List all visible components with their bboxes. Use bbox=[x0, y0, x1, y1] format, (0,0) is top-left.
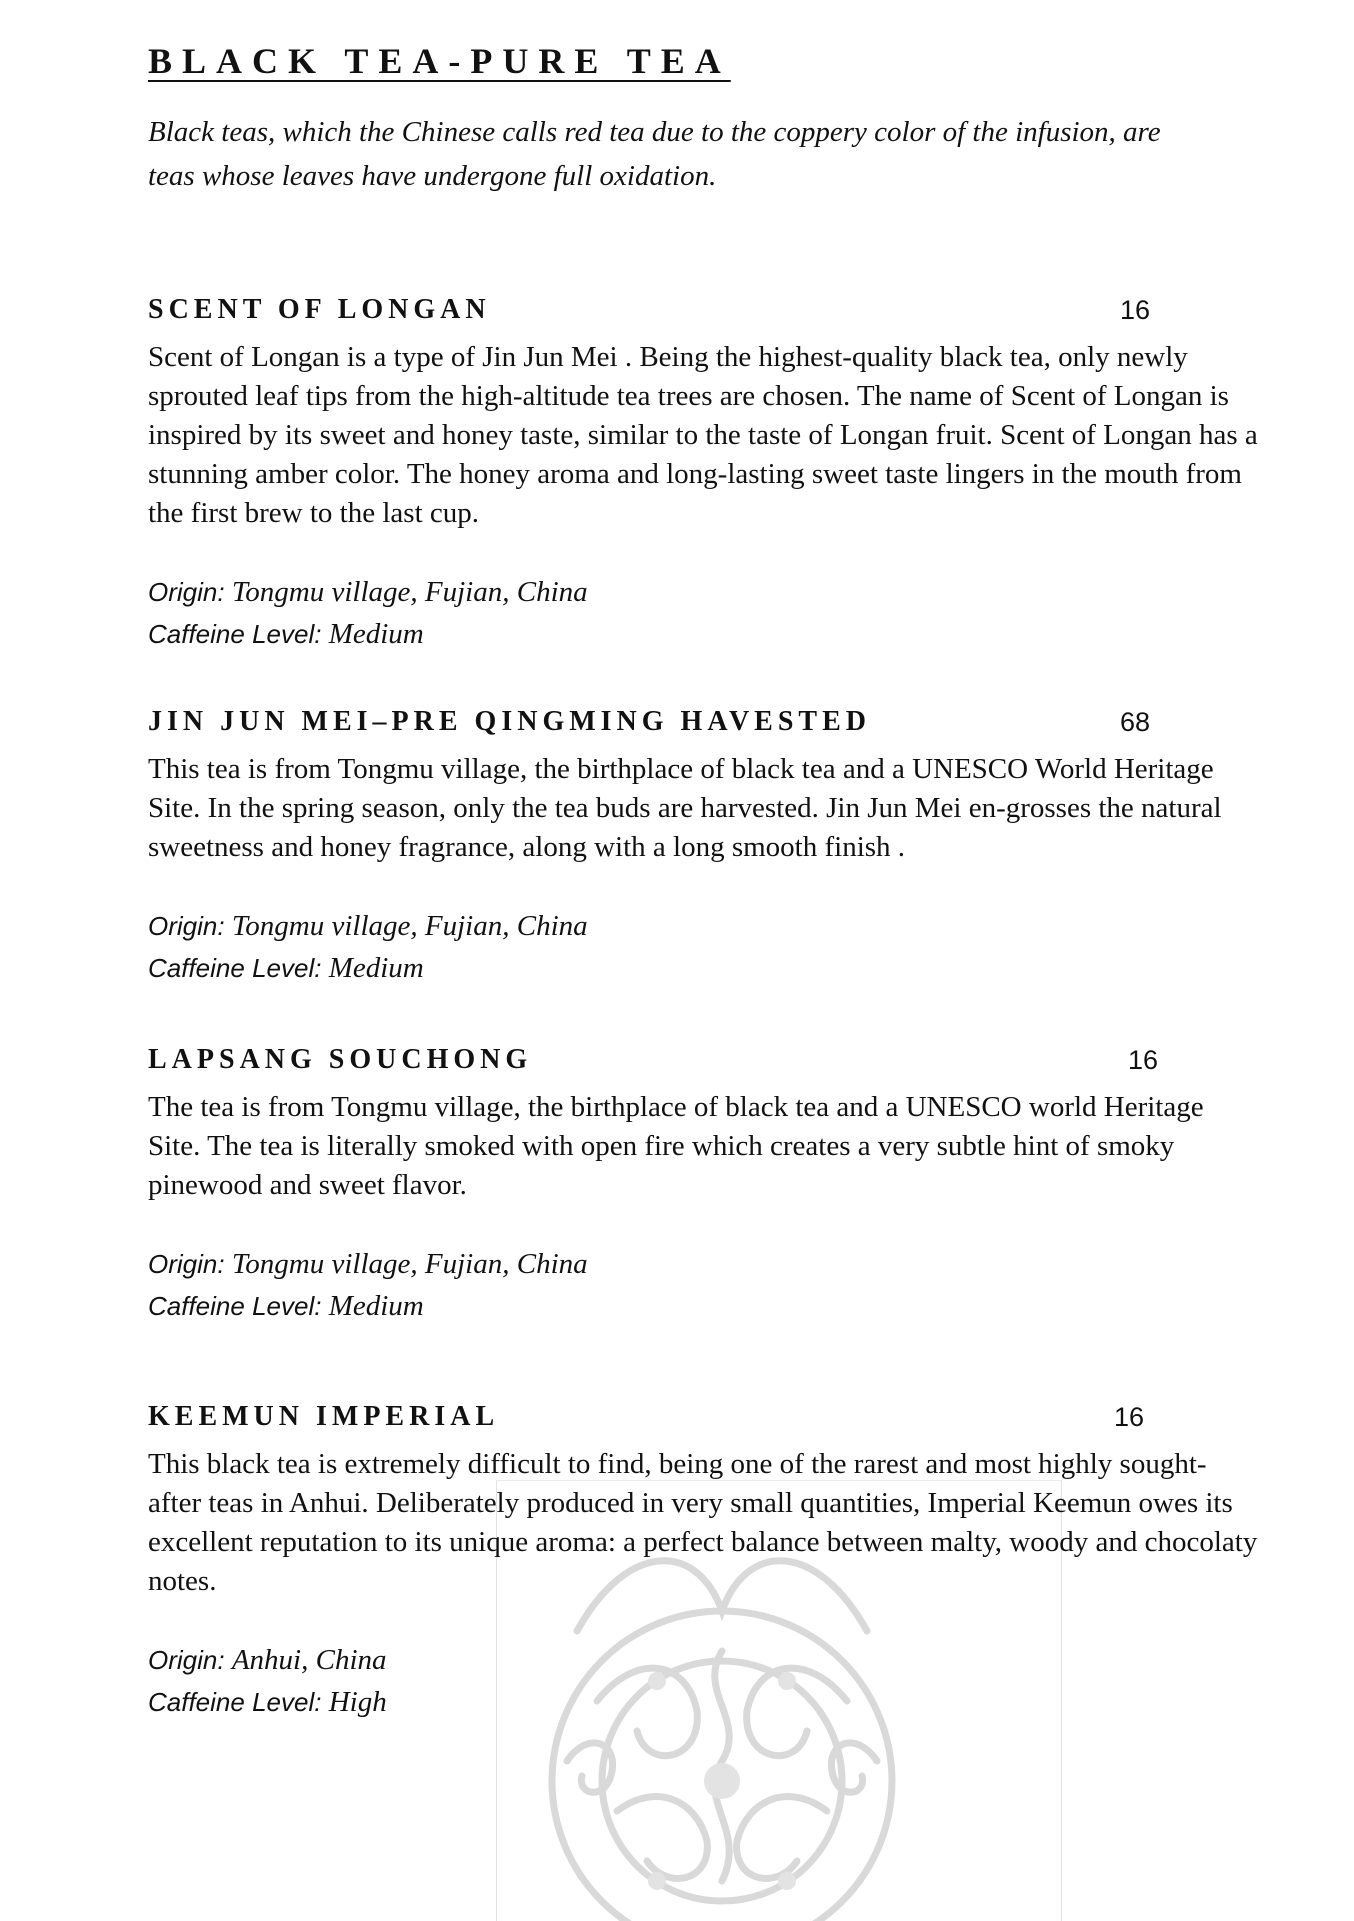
tea-description: This black tea is extremely difficult to find, being one of the rarest and most highly sought-after teas in Anhui. Deliberately produced in very small quantities, Imperial Keemun owes its excellent reputation to its unique aroma: a perfect balance between malty, woody and chocolaty notes. bbox=[148, 1448, 1258, 1597]
caffeine-value: Medium bbox=[328, 1290, 424, 1322]
origin-row bbox=[148, 1243, 1258, 1285]
origin-row bbox=[148, 1639, 1258, 1681]
origin-row bbox=[148, 905, 1258, 947]
caffeine-row bbox=[148, 613, 1258, 655]
origin-label: Origin: bbox=[148, 911, 225, 941]
tea-price: 16 bbox=[1114, 1402, 1145, 1432]
caffeine-value: Medium bbox=[328, 952, 424, 984]
tea-name: JIN JUN MEI–PRE QINGMING HAVESTED bbox=[148, 706, 871, 737]
caffeine-row bbox=[148, 947, 1258, 989]
origin-value: Tongmu village, Fujian, China bbox=[231, 910, 588, 942]
tea-price: 68 bbox=[1120, 707, 1151, 737]
page-title: BLACK TEA-PURE TEA bbox=[148, 41, 731, 81]
origin-value: Tongmu village, Fujian, China bbox=[231, 1248, 588, 1280]
caffeine-value: High bbox=[328, 1686, 387, 1718]
tea-description: Scent of Longan is a type of Jin Jun Mei . Being the highest-quality black tea, only newly sprouted leaf tips from the high-altitude tea trees are chosen. The name of Scent of Longan is inspired by its sweet and honey taste, similar to the taste of Longan fruit. Scent of Longan has a stunning amber color. The honey aroma and long-lasting sweet taste lingers in the mouth from the first brew to the last cup. bbox=[148, 341, 1258, 529]
tea-description: This tea is from Tongmu village, the birthplace of black tea and a UNESCO World Heritage Site. In the spring season, only the tea buds are harvested. Jin Jun Mei en-grosses the natural sweetness and honey fragrance, along with a long smooth finish . bbox=[148, 753, 1222, 863]
tea-name: LAPSANG SOUCHONG bbox=[148, 1044, 533, 1075]
tea-item-lapsang-souchong bbox=[148, 1040, 1258, 1327]
caffeine-label: Caffeine Level: bbox=[148, 1291, 322, 1321]
caffeine-label: Caffeine Level: bbox=[148, 953, 322, 983]
caffeine-label: Caffeine Level: bbox=[148, 619, 322, 649]
caffeine-row bbox=[148, 1285, 1258, 1327]
tea-item-jin-jun-mei bbox=[148, 702, 1258, 989]
tea-name: SCENT OF LONGAN bbox=[148, 294, 491, 325]
menu-header bbox=[148, 36, 1248, 198]
origin-value: Tongmu village, Fujian, China bbox=[231, 576, 588, 608]
tea-price: 16 bbox=[1120, 295, 1151, 325]
tea-name: KEEMUN IMPERIAL bbox=[148, 1401, 500, 1432]
tea-description: The tea is from Tongmu village, the birthplace of black tea and a UNESCO world Heritage Site. The tea is literally smoked with open fire which creates a very subtle hint of smoky pinewood and sweet flavor. bbox=[148, 1091, 1204, 1201]
tea-price: 16 bbox=[1128, 1045, 1159, 1075]
intro-text: Black teas, which the Chinese calls red tea due to the coppery color of the infusion, are teas whose leaves have undergone full oxidation. bbox=[148, 116, 1161, 192]
tea-item-scent-of-longan bbox=[148, 290, 1258, 655]
caffeine-row bbox=[148, 1681, 1258, 1723]
caffeine-value: Medium bbox=[328, 618, 424, 650]
origin-label: Origin: bbox=[148, 1249, 225, 1279]
origin-value: Anhui, China bbox=[231, 1644, 387, 1676]
tea-item-keemun-imperial bbox=[148, 1397, 1258, 1723]
caffeine-label: Caffeine Level: bbox=[148, 1687, 322, 1717]
origin-label: Origin: bbox=[148, 577, 225, 607]
origin-row bbox=[148, 571, 1258, 613]
origin-label: Origin: bbox=[148, 1645, 225, 1675]
